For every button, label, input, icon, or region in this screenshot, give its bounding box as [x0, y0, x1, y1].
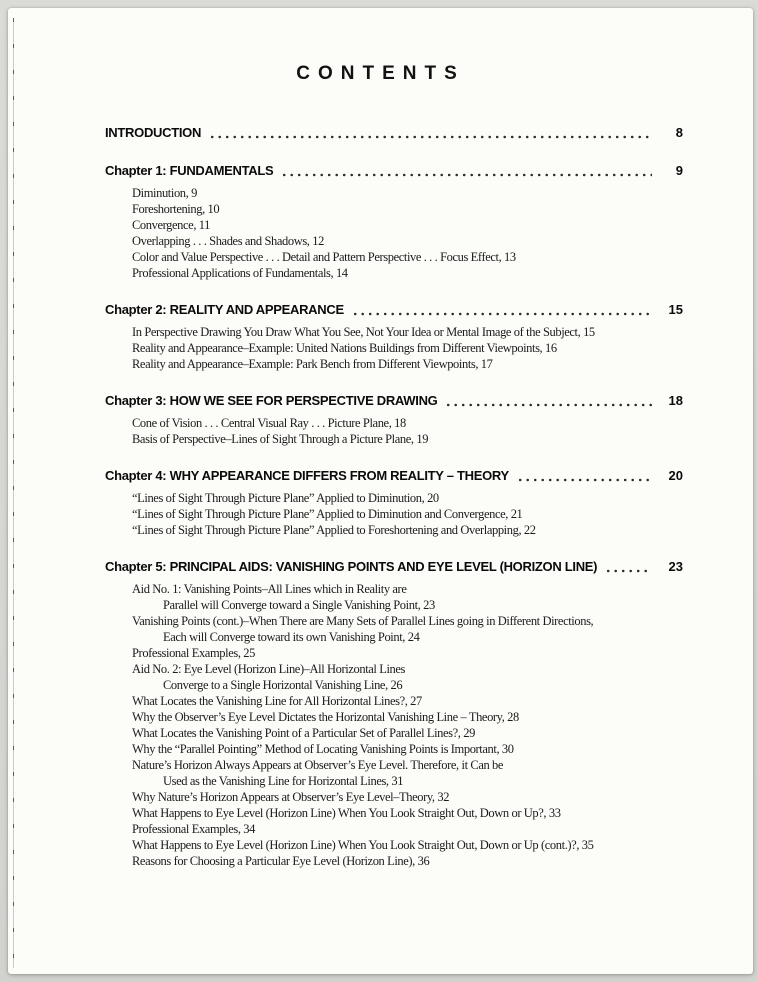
chapter-page-number: 18 — [668, 393, 683, 408]
toc-item-line: Aid No. 2: Eye Level (Horizon Line)–All Horizontal Lines — [132, 662, 406, 676]
toc-chapter-row — [105, 162, 683, 180]
toc-chapter-row — [105, 558, 683, 576]
toc-section — [105, 467, 683, 538]
toc-item-line: “Lines of Sight Through Picture Plane” Applied to Foreshortening and Overlapping, 22 — [132, 523, 536, 537]
toc-section — [105, 124, 683, 142]
toc — [105, 124, 683, 869]
toc-item-line: Why the “Parallel Pointing” Method of Locating Vanishing Points is Important, 30 — [132, 742, 514, 756]
toc-chapter-row — [105, 467, 683, 485]
toc-item-line: Color and Value Perspective . . . Detail and Pattern Perspective . . . Focus Effect, 13 — [132, 250, 516, 264]
leader-dots — [447, 403, 652, 407]
toc-item-line: Basis of Perspective–Lines of Sight Through a Picture Plane, 19 — [132, 432, 429, 446]
toc-item-line: Reality and Appearance–Example: United Nations Buildings from Different Viewpoints, 16 — [132, 341, 557, 355]
toc-item-line: Professional Applications of Fundamentals, 14 — [132, 266, 348, 280]
chapter-page-number: 23 — [668, 559, 683, 574]
leader-dots — [519, 478, 652, 482]
toc-section — [105, 392, 683, 447]
toc-item-list — [105, 185, 683, 281]
toc-section — [105, 301, 683, 372]
toc-item-line: What Locates the Vanishing Point of a Particular Set of Parallel Lines?, 29 — [132, 726, 475, 740]
toc-item-line: Professional Examples, 34 — [132, 822, 255, 836]
toc-item-line: Why the Observer’s Eye Level Dictates the Horizontal Vanishing Line – Theory, 28 — [132, 710, 519, 724]
toc-item-line: In Perspective Drawing You Draw What You See, Not Your Idea or Mental Image of the Subject, 15 — [132, 325, 595, 339]
toc-item-line: Reasons for Choosing a Particular Eye Level (Horizon Line), 36 — [132, 854, 430, 868]
toc-chapter-label: Chapter 4: WHY APPEARANCE DIFFERS FROM REALITY – THEORY — [105, 468, 509, 483]
leader-dots — [354, 312, 652, 316]
toc-item-line: What Happens to Eye Level (Horizon Line) When You Look Straight Out, Down or Up?, 33 — [132, 806, 561, 820]
toc-item-line: Parallel will Converge toward a Single Vanishing Point, 23 — [163, 598, 435, 612]
binding-crease — [13, 18, 14, 968]
toc-item-list — [105, 581, 683, 869]
toc-item-line: What Happens to Eye Level (Horizon Line) When You Look Straight Out, Down or Up (cont.)?, 35 — [132, 838, 594, 852]
toc-item-line: Overlapping . . . Shades and Shadows, 12 — [132, 234, 324, 248]
toc-item-line: Why Nature’s Horizon Appears at Observer’s Eye Level–Theory, 32 — [132, 790, 450, 804]
toc-item-line: Each will Converge toward its own Vanishing Point, 24 — [163, 630, 420, 644]
toc-item-line: Reality and Appearance–Example: Park Bench from Different Viewpoints, 17 — [132, 357, 493, 371]
page-title: CONTENTS — [296, 63, 465, 84]
toc-chapter-label: INTRODUCTION — [105, 125, 202, 140]
toc-item-line: Nature’s Horizon Always Appears at Observer’s Eye Level. Therefore, it Can be — [132, 758, 504, 772]
toc-chapter-label: Chapter 5: PRINCIPAL AIDS: VANISHING POINTS AND EYE LEVEL (HORIZON LINE) — [105, 559, 598, 574]
chapter-page-number: 9 — [675, 163, 683, 178]
leader-dots — [211, 135, 652, 139]
toc-chapter-row — [105, 301, 683, 319]
toc-item-line: Used as the Vanishing Line for Horizontal Lines, 31 — [163, 774, 404, 788]
toc-item-list — [105, 490, 683, 538]
toc-item-line: Diminution, 9 — [132, 186, 197, 200]
toc-chapter-label: Chapter 1: FUNDAMENTALS — [105, 163, 274, 178]
toc-chapter-row — [105, 124, 683, 142]
toc-chapter-label: Chapter 3: HOW WE SEE FOR PERSPECTIVE DRAWING — [105, 393, 438, 408]
toc-item-list — [105, 324, 683, 372]
toc-item-line: Convergence, 11 — [132, 218, 211, 232]
leader-dots — [283, 173, 652, 177]
toc-item-line: “Lines of Sight Through Picture Plane” Applied to Diminution and Convergence, 21 — [132, 507, 523, 521]
toc-section — [105, 558, 683, 869]
toc-item-line: Foreshortening, 10 — [132, 202, 220, 216]
toc-item-line: “Lines of Sight Through Picture Plane” Applied to Diminution, 20 — [132, 491, 439, 505]
toc-chapter-row — [105, 392, 683, 410]
toc-chapter-label: Chapter 2: REALITY AND APPEARANCE — [105, 302, 344, 317]
toc-item-line: Vanishing Points (cont.)–When There are Many Sets of Parallel Lines going in Different Directions, — [132, 614, 594, 628]
leader-dots — [607, 569, 652, 573]
chapter-page-number: 15 — [668, 302, 683, 317]
toc-item-line: What Locates the Vanishing Line for All Horizontal Lines?, 27 — [132, 694, 422, 708]
toc-item-line: Professional Examples, 25 — [132, 646, 255, 660]
toc-item-line: Cone of Vision . . . Central Visual Ray . . . Picture Plane, 18 — [132, 416, 406, 430]
toc-item-list — [105, 415, 683, 447]
chapter-page-number: 8 — [675, 125, 683, 140]
toc-item-line: Converge to a Single Horizontal Vanishing Line, 26 — [163, 678, 403, 692]
chapter-page-number: 20 — [668, 468, 683, 483]
book-page — [8, 8, 753, 974]
toc-section — [105, 162, 683, 281]
toc-item-line: Aid No. 1: Vanishing Points–All Lines which in Reality are — [132, 582, 407, 596]
